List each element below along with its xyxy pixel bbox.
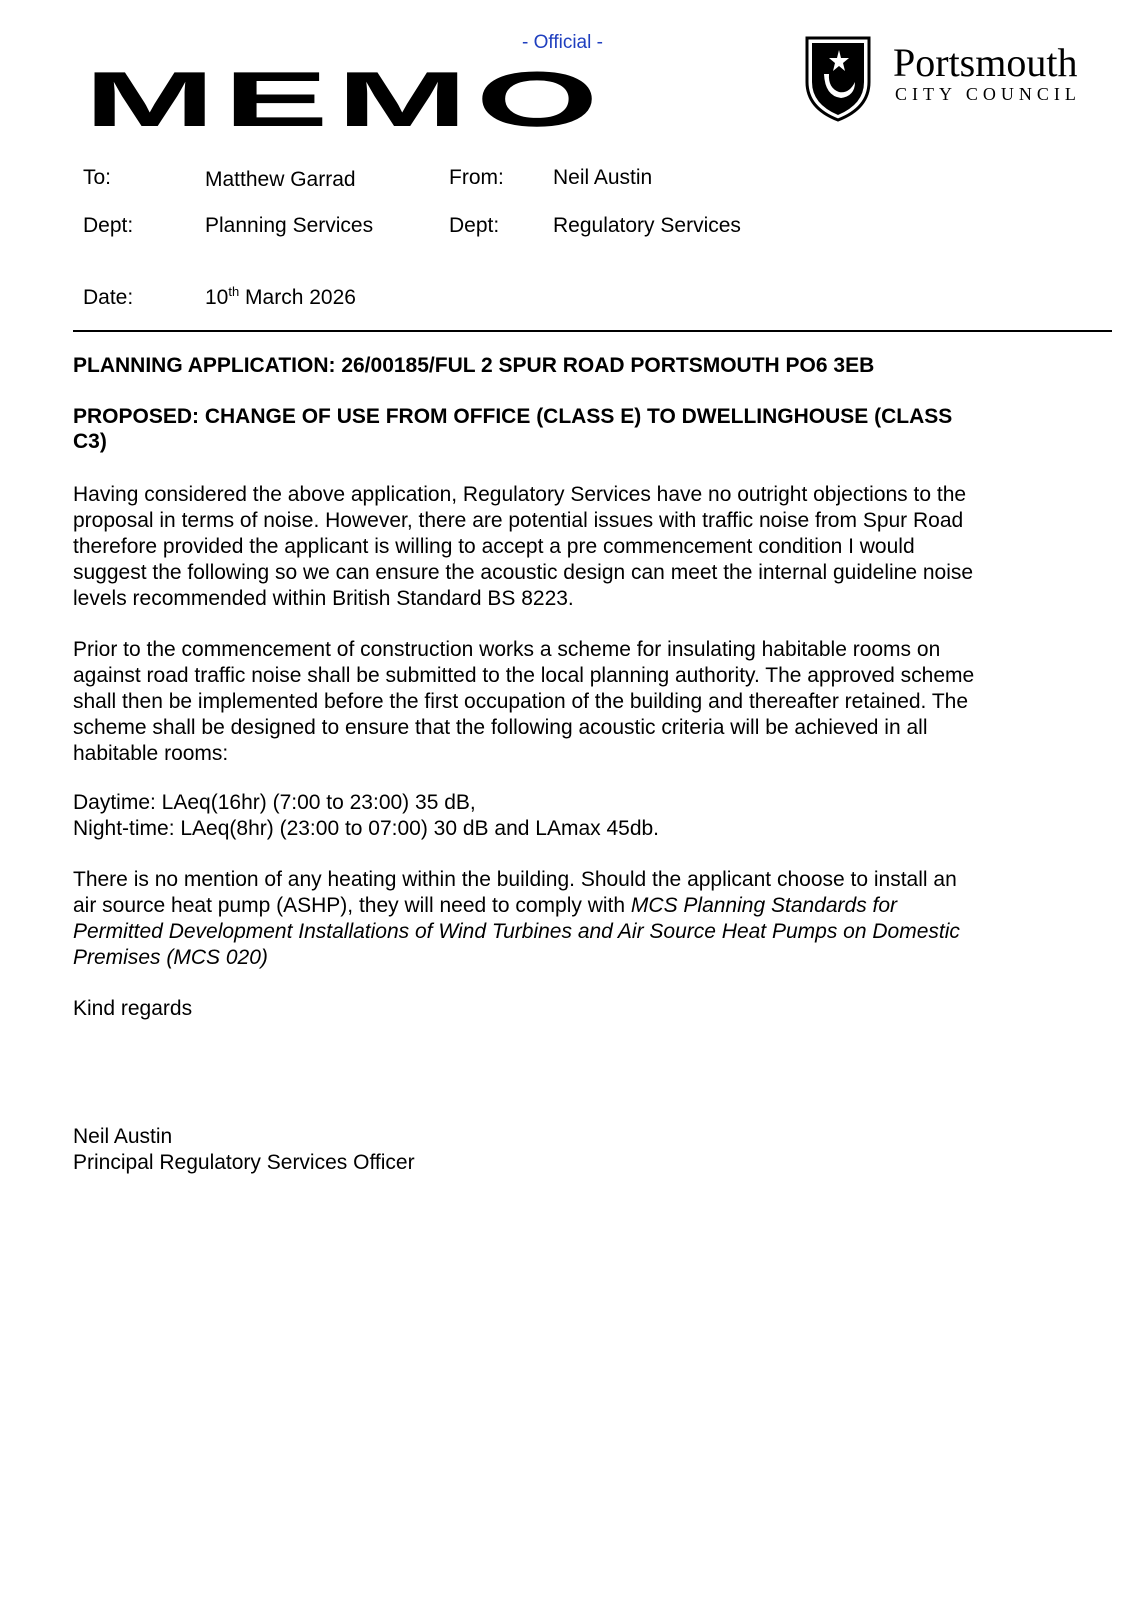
council-name: Portsmouth xyxy=(893,40,1078,85)
closing: Kind regards xyxy=(73,997,193,1020)
signature-block xyxy=(73,1124,1073,1176)
paragraph-condition: Prior to the commencement of construction works a scheme for insulating habitable rooms on against road traffic noise shall be submitted to the local planning authority. The approved scheme shall then be implemented before the first occupation of the building and thereafter retained. The scheme shall be designed to ensure that the following acoustic criteria will be achieved in all habitable rooms: xyxy=(73,638,975,765)
paragraph-assessment: Having considered the above application, Regulatory Services have no outright objections to the proposal in terms of noise. However, there are potential issues with traffic noise from Spur Road therefore provided the applicant is willing to accept a pre commencement condition I would suggest the following so we can ensure the acoustic design can meet the internal guideline noise levels recommended within British Standard BS 8223. xyxy=(73,483,974,610)
header-divider xyxy=(73,330,1112,332)
to-dept-value: Planning Services xyxy=(205,214,374,237)
date-value: 10th March 2026 xyxy=(205,284,356,309)
from-dept-label: Dept: xyxy=(449,214,500,237)
signature-name: Neil Austin xyxy=(73,1125,173,1148)
acoustic-criteria: Daytime: LAeq(16hr) (7:00 to 23:00) 35 dB, Night-time: LAeq(8hr) (23:00 to 07:00) 30 dB and LAmax 45db. xyxy=(73,791,660,840)
from-dept-value: Regulatory Services xyxy=(553,214,741,237)
council-subtitle: CITY COUNCIL xyxy=(895,84,1081,104)
application-heading: PLANNING APPLICATION: 26/00185/FUL 2 SPUR ROAD PORTSMOUTH PO6 3EB xyxy=(73,354,875,377)
to-label: To: xyxy=(83,166,112,189)
classification-label: - Official - xyxy=(522,32,603,53)
proposed-heading: PROPOSED: CHANGE OF USE FROM OFFICE (CLASS E) TO DWELLINGHOUSE (CLASS C3) xyxy=(73,405,953,453)
from-label: From: xyxy=(449,166,504,189)
to-value: Matthew Garrad xyxy=(205,168,356,191)
paragraph-heating: There is no mention of any heating within the building. Should the applicant choose to install an air source heat pump (ASHP), they will need to comply with MCS Planning Standards for Permitted Development Installations of Wind Turbines and Air Source Heat Pumps on Domestic Premises (MCS 020) xyxy=(73,868,960,969)
signature-title: Principal Regulatory Services Officer xyxy=(73,1151,415,1174)
from-value: Neil Austin xyxy=(553,166,653,189)
date-label: Date: xyxy=(83,286,134,309)
memo-title: MEMO xyxy=(84,55,607,143)
to-dept-label: Dept: xyxy=(83,214,134,237)
